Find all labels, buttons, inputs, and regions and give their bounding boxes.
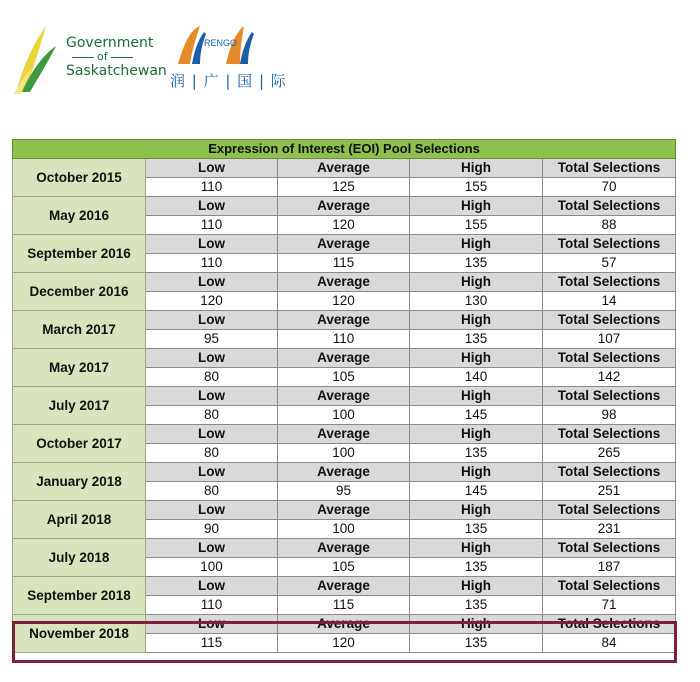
column-header-total: Total Selections (543, 159, 676, 178)
column-header-low: Low (146, 501, 278, 520)
column-header-low: Low (146, 387, 278, 406)
value-cell-total: 71 (543, 596, 676, 615)
date-cell: July 2017 (13, 387, 146, 425)
column-header-average: Average (278, 159, 410, 178)
table-header-row (13, 349, 676, 368)
table-header-row (13, 197, 676, 216)
value-cell-high: 145 (410, 482, 543, 501)
table-header-row (13, 539, 676, 558)
column-header-average: Average (278, 501, 410, 520)
column-header-low: Low (146, 539, 278, 558)
logo-line-government: Government (66, 35, 154, 51)
value-cell-high: 135 (410, 520, 543, 539)
column-header-average: Average (278, 273, 410, 292)
column-header-average: Average (278, 539, 410, 558)
column-header-average: Average (278, 425, 410, 444)
rengo-arch-icon (170, 22, 270, 68)
column-header-total: Total Selections (543, 501, 676, 520)
rengo-chinese-name: 润 | 广 | 国 | 际 (170, 72, 287, 90)
column-header-total: Total Selections (543, 387, 676, 406)
value-cell-high: 140 (410, 368, 543, 387)
column-header-low: Low (146, 349, 278, 368)
column-header-low: Low (146, 615, 278, 634)
government-of-saskatchewan-logo (10, 24, 167, 96)
column-header-low: Low (146, 463, 278, 482)
column-header-average: Average (278, 235, 410, 254)
column-header-high: High (410, 311, 543, 330)
column-header-low: Low (146, 197, 278, 216)
column-header-low: Low (146, 273, 278, 292)
value-cell-total: 14 (543, 292, 676, 311)
logo-line-saskatchewan: Saskatchewan (66, 63, 167, 79)
table-header-row (13, 577, 676, 596)
date-cell: May 2016 (13, 197, 146, 235)
value-cell-low: 80 (146, 444, 278, 463)
value-cell-low: 95 (146, 330, 278, 349)
value-cell-high: 135 (410, 444, 543, 463)
column-header-total: Total Selections (543, 235, 676, 254)
value-cell-average: 105 (278, 558, 410, 577)
date-cell: March 2017 (13, 311, 146, 349)
table-header-row (13, 463, 676, 482)
value-cell-average: 125 (278, 178, 410, 197)
date-cell: May 2017 (13, 349, 146, 387)
value-cell-high: 135 (410, 634, 543, 653)
value-cell-average: 115 (278, 254, 410, 273)
value-cell-average: 95 (278, 482, 410, 501)
column-header-average: Average (278, 615, 410, 634)
date-cell: September 2016 (13, 235, 146, 273)
table-header-row (13, 501, 676, 520)
table-title-row (13, 140, 676, 159)
column-header-average: Average (278, 387, 410, 406)
government-logo-text (66, 36, 167, 78)
table-header-row (13, 159, 676, 178)
table-header-row (13, 387, 676, 406)
value-cell-average: 120 (278, 292, 410, 311)
value-cell-average: 100 (278, 444, 410, 463)
column-header-average: Average (278, 349, 410, 368)
table-header-row (13, 235, 676, 254)
column-header-low: Low (146, 425, 278, 444)
value-cell-total: 57 (543, 254, 676, 273)
table-header-row (13, 311, 676, 330)
value-cell-low: 110 (146, 596, 278, 615)
column-header-total: Total Selections (543, 349, 676, 368)
date-cell: January 2018 (13, 463, 146, 501)
column-header-high: High (410, 235, 543, 254)
value-cell-total: 142 (543, 368, 676, 387)
column-header-total: Total Selections (543, 273, 676, 292)
date-cell: October 2015 (13, 159, 146, 197)
column-header-high: High (410, 577, 543, 596)
value-cell-low: 80 (146, 482, 278, 501)
logo-word-of: of (97, 50, 108, 63)
value-cell-low: 80 (146, 368, 278, 387)
value-cell-low: 110 (146, 254, 278, 273)
value-cell-average: 100 (278, 520, 410, 539)
value-cell-low: 120 (146, 292, 278, 311)
table-header-row (13, 615, 676, 634)
table-header-row (13, 273, 676, 292)
column-header-total: Total Selections (543, 577, 676, 596)
column-header-high: High (410, 349, 543, 368)
date-cell: November 2018 (13, 615, 146, 653)
column-header-high: High (410, 463, 543, 482)
value-cell-low: 100 (146, 558, 278, 577)
value-cell-low: 110 (146, 216, 278, 235)
column-header-high: High (410, 425, 543, 444)
column-header-high: High (410, 273, 543, 292)
date-cell: April 2018 (13, 501, 146, 539)
value-cell-high: 155 (410, 178, 543, 197)
value-cell-total: 98 (543, 406, 676, 425)
column-header-total: Total Selections (543, 615, 676, 634)
column-header-average: Average (278, 463, 410, 482)
value-cell-average: 100 (278, 406, 410, 425)
rengo-mark-text: RENGO (204, 38, 238, 48)
value-cell-total: 265 (543, 444, 676, 463)
value-cell-total: 187 (543, 558, 676, 577)
value-cell-high: 145 (410, 406, 543, 425)
value-cell-average: 115 (278, 596, 410, 615)
value-cell-average: 120 (278, 216, 410, 235)
value-cell-high: 135 (410, 330, 543, 349)
table-header-row (13, 425, 676, 444)
value-cell-low: 115 (146, 634, 278, 653)
value-cell-low: 80 (146, 406, 278, 425)
rengo-logo (170, 22, 287, 94)
value-cell-average: 120 (278, 634, 410, 653)
date-cell: December 2016 (13, 273, 146, 311)
value-cell-total: 107 (543, 330, 676, 349)
column-header-low: Low (146, 235, 278, 254)
logo-line-of (66, 50, 167, 64)
date-cell: July 2018 (13, 539, 146, 577)
column-header-high: High (410, 615, 543, 634)
column-header-high: High (410, 387, 543, 406)
value-cell-high: 155 (410, 216, 543, 235)
value-cell-low: 110 (146, 178, 278, 197)
date-cell: September 2018 (13, 577, 146, 615)
value-cell-total: 231 (543, 520, 676, 539)
column-header-average: Average (278, 577, 410, 596)
column-header-average: Average (278, 311, 410, 330)
date-cell: October 2017 (13, 425, 146, 463)
value-cell-high: 135 (410, 596, 543, 615)
column-header-high: High (410, 539, 543, 558)
value-cell-high: 135 (410, 558, 543, 577)
column-header-average: Average (278, 197, 410, 216)
table-title: Expression of Interest (EOI) Pool Selections (13, 140, 676, 159)
column-header-low: Low (146, 311, 278, 330)
value-cell-high: 130 (410, 292, 543, 311)
value-cell-total: 251 (543, 482, 676, 501)
value-cell-average: 105 (278, 368, 410, 387)
column-header-total: Total Selections (543, 425, 676, 444)
value-cell-average: 110 (278, 330, 410, 349)
value-cell-total: 88 (543, 216, 676, 235)
column-header-high: High (410, 159, 543, 178)
value-cell-low: 90 (146, 520, 278, 539)
column-header-total: Total Selections (543, 197, 676, 216)
column-header-high: High (410, 197, 543, 216)
column-header-low: Low (146, 159, 278, 178)
value-cell-total: 84 (543, 634, 676, 653)
column-header-high: High (410, 501, 543, 520)
column-header-total: Total Selections (543, 311, 676, 330)
column-header-total: Total Selections (543, 539, 676, 558)
column-header-low: Low (146, 577, 278, 596)
value-cell-high: 135 (410, 254, 543, 273)
value-cell-total: 70 (543, 178, 676, 197)
eoi-selections-table (12, 139, 676, 653)
column-header-total: Total Selections (543, 463, 676, 482)
wheat-leaf-icon (10, 24, 64, 96)
